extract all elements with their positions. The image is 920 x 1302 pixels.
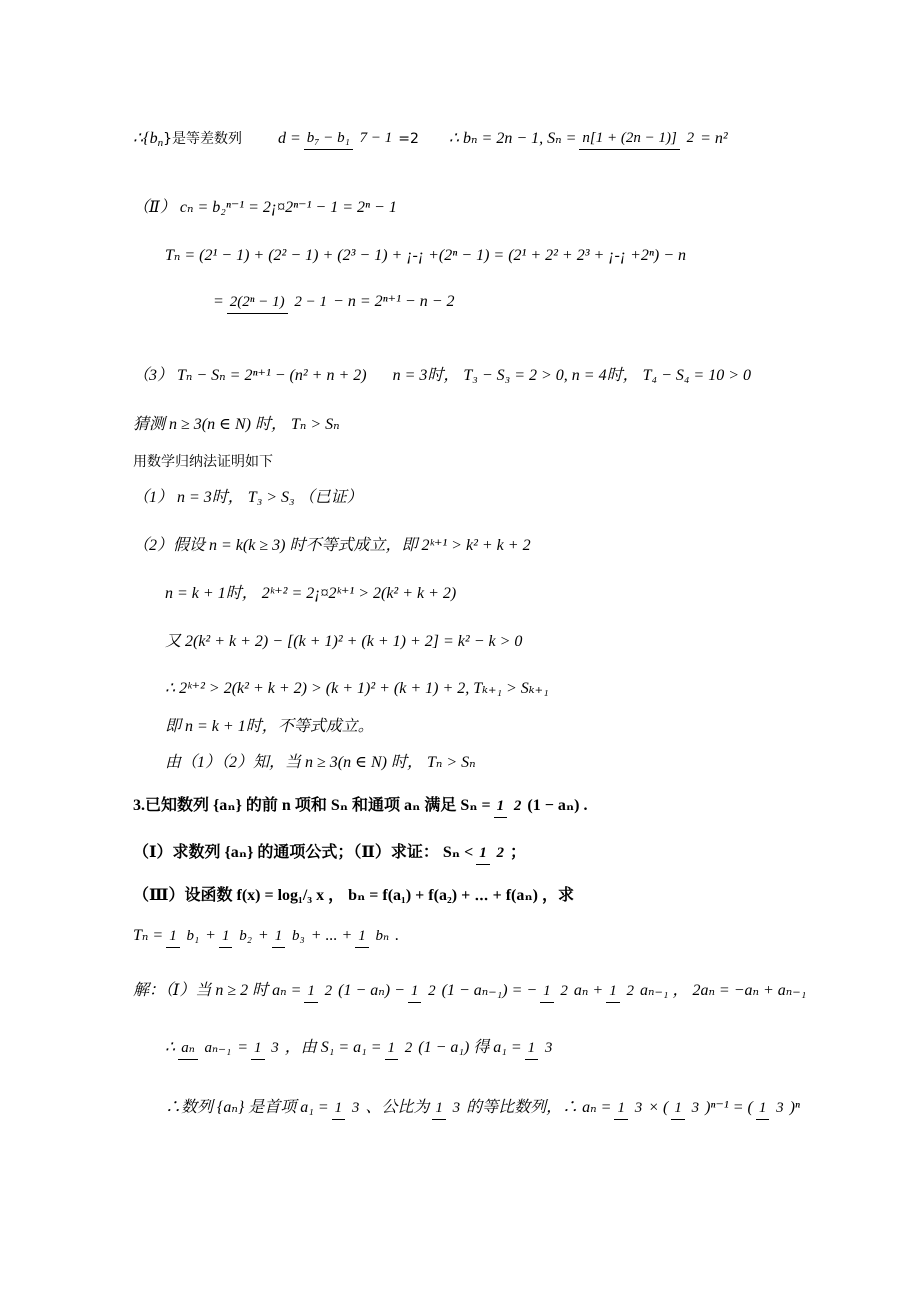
text-segment: 的等比数列，∴ aₙ =: [466, 1099, 612, 1116]
fraction: [579, 131, 697, 146]
fraction-denominator: 7 − 1: [359, 130, 393, 146]
fraction-numerator: 1: [408, 983, 422, 1003]
fraction-numerator: 2(2ⁿ − 1): [227, 294, 288, 314]
fraction-denominator: 3: [271, 1039, 279, 1056]
fraction-denominator: 3: [634, 1099, 643, 1116]
text-segment: )ⁿ⁻¹ = (: [705, 1099, 753, 1116]
text-segment: =: [213, 293, 224, 310]
text-segment: n = 3时， T₃ − S₃ = 2 > 0, n = 4时， T₄ − S₄ = 10 > 0: [392, 367, 752, 384]
fraction-numerator: 1: [540, 983, 554, 1003]
text-segment: )ⁿ: [789, 1099, 800, 1116]
line-induction-hypothesis: （2）假设 n = k(k ≥ 3) 时不等式成立，即 2ᵏ⁺¹ > k² + k + 2: [133, 537, 531, 554]
question-3-title: [133, 798, 587, 814]
fraction-numerator: 1: [166, 928, 180, 948]
text-segment: 、公比为: [365, 1099, 430, 1116]
fraction-denominator: 2: [428, 982, 436, 999]
line-part3: [133, 368, 751, 384]
text-segment: ∴: [165, 1039, 176, 1056]
text-segment: (1 − a₁) 得 a₁ =: [418, 1039, 522, 1056]
question-3-tn-definition: [133, 928, 399, 944]
text-segment: Tₙ =: [133, 927, 164, 944]
fraction: [178, 1041, 234, 1056]
line-induction-step: n = k + 1时， 2ᵏ⁺² = 2¡¤2ᵏ⁺¹ > 2(k² + k + 2): [165, 585, 457, 602]
fraction-denominator: aₙ₋₁: [204, 1039, 232, 1056]
fraction-denominator: 2: [496, 844, 504, 861]
fraction-denominator: 2: [626, 982, 634, 999]
fraction: [251, 1041, 282, 1056]
fraction-denominator: 3: [351, 1099, 360, 1116]
fraction-denominator: b₃: [291, 927, 305, 944]
fraction-numerator: 1: [219, 928, 233, 948]
fraction: [166, 929, 202, 944]
fraction-numerator: 1: [355, 928, 369, 948]
line-cn: （Ⅱ） cₙ = b₂ⁿ⁻¹ = 2¡¤2ⁿ⁻¹ − 1 = 2ⁿ − 1: [133, 199, 397, 216]
line-induction-intro: 用数学归纳法证明如下: [133, 454, 273, 470]
fraction: [219, 929, 255, 944]
text-segment: +: [257, 927, 269, 944]
line-tn-result: [213, 294, 454, 310]
fraction-denominator: b₁: [186, 927, 200, 944]
fraction-numerator: 1: [272, 928, 286, 948]
text-segment: (1 − aₙ) .: [527, 797, 588, 814]
fraction-numerator: 1: [251, 1040, 265, 1060]
line-final-conclusion: 由（1）（2）知，当 n ≥ 3(n ∈ N) 时， Tₙ > Sₙ: [165, 754, 476, 771]
fraction-numerator: 1: [614, 1100, 628, 1120]
fraction-denominator: bₙ: [375, 927, 390, 944]
fraction: [476, 846, 507, 861]
fraction-denominator: 3: [691, 1099, 700, 1116]
fraction: [756, 1101, 787, 1116]
fraction: [332, 1101, 363, 1116]
fraction-numerator: 1: [525, 1040, 539, 1060]
fraction: [525, 1041, 556, 1056]
line-conjecture: 猜测 n ≥ 3(n ∈ N) 时， Tₙ > Sₙ: [133, 416, 340, 433]
fraction-numerator: 1: [385, 1040, 399, 1060]
fraction-numerator: 1: [332, 1100, 346, 1120]
fraction-numerator: 1: [476, 845, 490, 865]
line-tn-sum: Tₙ = (2¹ − 1) + (2² − 1) + (2³ − 1) + ¡-¡ +(2ⁿ − 1) = (2¹ + 2² + 2³ + ¡-¡ +2ⁿ) − n: [165, 247, 687, 264]
question-3-parts-1-2: [133, 845, 526, 861]
text-segment: ∴{b: [133, 129, 158, 147]
fraction-numerator: n[1 + (2n − 1)]: [579, 130, 679, 150]
text-segment: 3.已知数列 {aₙ} 的前 n 项和 Sₙ 和通项 aₙ 满足 Sₙ =: [133, 797, 491, 814]
fraction-denominator: 2: [404, 1039, 413, 1056]
fraction-denominator: 2 − 1: [294, 293, 328, 310]
fraction: [432, 1101, 463, 1116]
text-segment: + ... +: [310, 927, 353, 944]
fraction-numerator: 1: [494, 798, 508, 818]
fraction: [304, 984, 335, 999]
subscript: n: [157, 137, 164, 149]
text-segment: d =: [278, 129, 301, 147]
line-induction-conclusion: ∴ 2ᵏ⁺² > 2(k² + k + 2) > (k + 1)² + (k + 1) + 2, Tₖ₊₁ > Sₖ₊₁: [165, 680, 549, 697]
fraction-numerator: 1: [304, 983, 318, 1003]
fraction-denominator: 3: [544, 1039, 553, 1056]
fraction: [272, 929, 308, 944]
text-segment: aₙ₋₁ ， 2aₙ = −aₙ + aₙ₋₁: [639, 982, 807, 999]
solution-line-1: [133, 983, 806, 999]
fraction-denominator: 2: [560, 982, 568, 999]
text-segment: }是等差数列: [163, 130, 242, 147]
fraction: [614, 1101, 645, 1116]
text-segment: ∴ bₙ = 2n − 1, Sₙ =: [448, 129, 577, 147]
fraction-denominator: 2: [686, 130, 695, 146]
text-segment: (1 − aₙ₋₁) = −: [441, 982, 538, 999]
text-segment: （3） Tₙ − Sₙ = 2ⁿ⁺¹ − (n² + n + 2): [133, 367, 367, 384]
fraction-denominator: 3: [452, 1099, 461, 1116]
fraction: [494, 799, 525, 814]
text-segment: .: [395, 927, 400, 944]
solution-line-3: [165, 1100, 800, 1116]
fraction: [540, 984, 571, 999]
text-segment: aₙ +: [573, 982, 604, 999]
text-segment: = n²: [700, 129, 728, 147]
text-segment: × (: [648, 1099, 669, 1116]
text-segment: (1 − aₙ) −: [338, 982, 405, 999]
text-segment: =: [237, 1039, 249, 1056]
question-3-part-3: （Ⅲ）设函数 f(x) = log₁/₃ x ， bₙ = f(a₁) + f(a₂) + ⋯ + f(aₙ) ，求: [133, 887, 574, 904]
fraction: [408, 984, 439, 999]
fraction: [385, 1041, 416, 1056]
line-induction-compare: 又 2(k² + k + 2) − [(k + 1)² + (k + 1) + 2] = k² − k > 0: [165, 633, 523, 650]
text-segment: ∴数列 {aₙ} 是首项 a₁ =: [165, 1099, 329, 1116]
text-segment: ，由 S₁ = a₁ =: [284, 1039, 382, 1056]
fraction: [304, 131, 395, 146]
fraction-numerator: b₇ − b₁: [304, 130, 353, 150]
fraction: [227, 295, 330, 310]
text-segment: +: [205, 927, 216, 944]
line-bn-arithmetic: [133, 128, 728, 149]
fraction: [671, 1101, 702, 1116]
text-segment: − n = 2ⁿ⁺¹ − n − 2: [333, 293, 455, 310]
text-segment: ；: [509, 844, 526, 861]
solution-line-2: [165, 1040, 558, 1056]
fraction-denominator: 2: [513, 797, 522, 814]
text-segment: =2: [398, 130, 419, 147]
fraction-denominator: 3: [776, 1099, 784, 1116]
fraction-numerator: 1: [756, 1100, 770, 1120]
fraction-numerator: 1: [432, 1100, 446, 1120]
fraction-numerator: 1: [606, 983, 620, 1003]
line-induction-holds: 即 n = k + 1时，不等式成立。: [165, 718, 374, 735]
fraction: [606, 984, 637, 999]
line-induction-base: （1） n = 3时， T₃ > S₃ （已证）: [133, 489, 363, 506]
text-segment: （Ⅰ）求数列 {aₙ} 的通项公式；（Ⅱ）求证： Sₙ <: [133, 844, 474, 861]
fraction-numerator: aₙ: [178, 1040, 198, 1060]
fraction-denominator: b₂: [239, 927, 252, 944]
fraction-denominator: 2: [324, 982, 333, 999]
fraction: [355, 929, 392, 944]
text-segment: 解：（Ⅰ）当 n ≥ 2 时 aₙ =: [133, 982, 302, 999]
fraction-numerator: 1: [671, 1100, 685, 1120]
